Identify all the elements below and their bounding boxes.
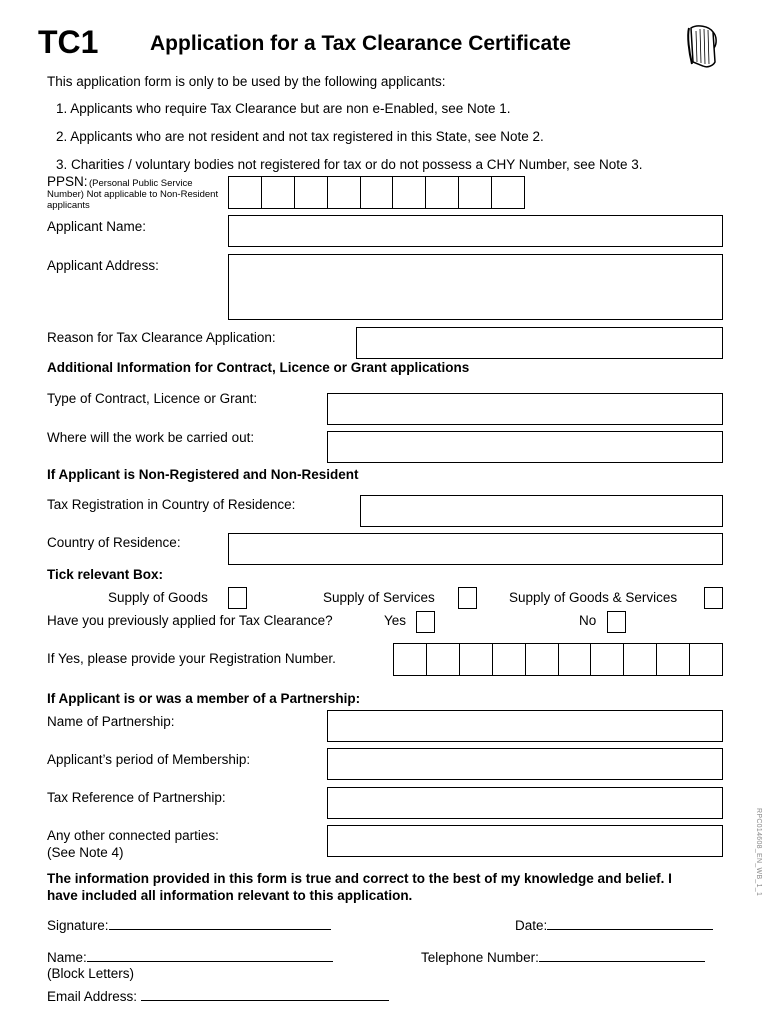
block-letters-note: (Block Letters) (47, 966, 135, 981)
name-field[interactable] (47, 950, 333, 965)
contract-heading: Additional Information for Contract, Licence or Grant applications (47, 360, 470, 375)
yes-label: Yes (384, 613, 407, 628)
supply-services-label: Supply of Services (323, 590, 435, 605)
form-code: TC1 (38, 24, 99, 60)
reason-input[interactable] (356, 327, 723, 359)
work-location-label: Where will the work be carried out: (47, 430, 255, 445)
connected-parties-input[interactable] (327, 825, 723, 857)
date-label: Date: (515, 918, 548, 933)
partnership-taxref-input[interactable] (327, 787, 723, 819)
applicant-address-label: Applicant Address: (47, 258, 159, 273)
contract-type-input[interactable] (327, 393, 723, 425)
intro-item-3: 3. Charities / voluntary bodies not registered for tax or do not possess a CHY Number, see Note 3. (56, 157, 643, 172)
email-label: Email Address: (47, 989, 138, 1004)
signature-field[interactable] (47, 918, 331, 933)
partnership-heading: If Applicant is or was a member of a Partnership: (47, 691, 361, 706)
ppsn-note: (Personal Public Service Number) Not applicable to Non-Resident applicants (47, 178, 219, 211)
signature-label: Signature: (47, 918, 109, 933)
registration-number-label: If Yes, please provide your Registration Number. (47, 651, 336, 666)
reason-label: Reason for Tax Clearance Application: (47, 330, 276, 345)
partnership-name-input[interactable] (327, 710, 723, 742)
connected-parties-label: Any other connected parties: (47, 828, 219, 843)
applicant-name-input[interactable] (228, 215, 723, 247)
connected-parties-note: (See Note 4) (47, 845, 124, 860)
page-title: Application for a Tax Clearance Certificate (150, 32, 571, 55)
partnership-taxref-label: Tax Reference of Partnership: (47, 790, 226, 805)
email-field[interactable] (47, 989, 389, 1004)
date-field[interactable] (515, 918, 713, 933)
supply-goods-services-label: Supply of Goods & Services (509, 590, 678, 605)
registration-number-input[interactable] (393, 643, 723, 676)
supply-goods-label: Supply of Goods (108, 590, 208, 605)
telephone-label: Telephone Number: (421, 950, 539, 965)
country-input[interactable] (228, 533, 723, 565)
no-checkbox[interactable] (607, 611, 626, 633)
telephone-field[interactable] (421, 950, 705, 965)
tax-registration-input[interactable] (360, 495, 723, 527)
contract-type-label: Type of Contract, Licence or Grant: (47, 391, 258, 406)
supply-goods-checkbox[interactable] (228, 587, 247, 609)
ppsn-input[interactable] (228, 176, 525, 209)
intro-text: This application form is only to be used by the following applicants: (47, 74, 446, 89)
ppsn-label: PPSN: (47, 174, 88, 189)
membership-period-input[interactable] (327, 748, 723, 780)
applicant-address-input[interactable] (228, 254, 723, 320)
supply-goods-services-checkbox[interactable] (704, 587, 723, 609)
harp-emblem-icon (683, 22, 723, 72)
intro-item-1: 1. Applicants who require Tax Clearance but are non e-Enabled, see Note 1. (56, 101, 511, 116)
declaration-text: The information provided in this form is true and correct to the best of my knowledge and belief. I have included all information relevant to this application. (47, 871, 672, 903)
tick-heading: Tick relevant Box: (47, 567, 164, 582)
tax-registration-label: Tax Registration in Country of Residence: (47, 497, 296, 512)
yes-checkbox[interactable] (416, 611, 435, 633)
membership-period-label: Applicant’s period of Membership: (47, 752, 251, 767)
country-label: Country of Residence: (47, 535, 181, 550)
work-location-input[interactable] (327, 431, 723, 463)
previous-application-question: Have you previously applied for Tax Clearance? (47, 613, 333, 628)
no-label: No (579, 613, 597, 628)
form-reference-code: RPC014608_EN_WB_1_1 (755, 808, 762, 897)
nonresident-heading: If Applicant is Non-Registered and Non-Resident (47, 467, 359, 482)
name-label: Name: (47, 950, 87, 965)
intro-item-2: 2. Applicants who are not resident and not tax registered in this State, see Note 2. (56, 129, 544, 144)
applicant-name-label: Applicant Name: (47, 219, 147, 234)
supply-services-checkbox[interactable] (458, 587, 477, 609)
partnership-name-label: Name of Partnership: (47, 714, 175, 729)
